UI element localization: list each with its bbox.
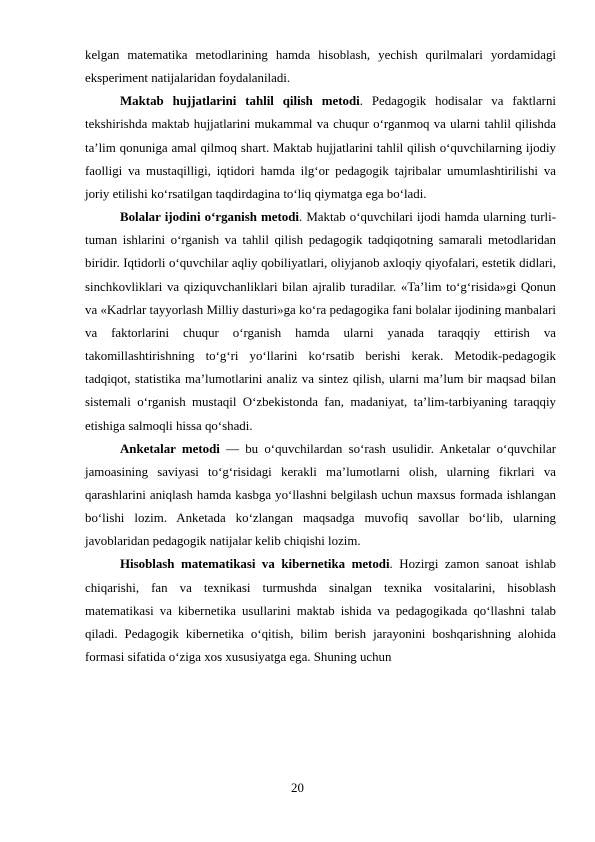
- paragraph-children-creativity: [85, 206, 556, 438]
- paragraph-text: kelgan matematika metodlarining hamda hisoblash, yechish qurilmalari yordamidagi eksperiment natijalaridan foydalaniladi.: [85, 48, 556, 86]
- paragraph-term: Maktab hujjatlarini tahlil qilish metodi: [120, 94, 360, 109]
- paragraph-document-analysis: [85, 90, 556, 206]
- paragraph-questionnaire-method: [85, 438, 556, 554]
- document-page: [85, 44, 556, 669]
- paragraph-text: . Maktab o‘quvchilari ijodi hamda ularning turli-tuman ishlarini o‘rganish va tahlil qilish pedagogik tadqiqotning samarali metodlaridan biridir. Iqtidorli o‘quvchilar aqliy qobiliyatlari, oliyjanob axloqiy qiyofalari, estetik didlari, sinchkovliklari va qiziquvchanliklari bilan ajralib turadilar. «Ta’lim to‘g‘risida»gi Qonun va «Kadrlar tayyorlash Milliy dasturi»ga ko‘ra pedagogika fani bolalar ijodining manbalari va faktorlarini chuqur o‘rganish hamda ularni yanada taraqqiy ettirish va takomillashtirishning to‘g‘ri yo‘llarini ko‘rsatib berishi kerak. Metodik-pedagogik tadqiqot, statistika ma’lumotlarini analiz va sintez qilish, ularni ma’lum bir maqsad bilan sistemali o‘rganish mustaqil O‘zbekistonda fan, madaniyat, ta’lim-tarbiyaning taraqqiy etishiga salmoqli hissa qo‘shadi.: [85, 210, 556, 433]
- paragraph-text: — bu o‘quvchilardan so‘rash usulidir. Anketalar o‘quvchilar jamoasining saviyasi to‘g‘risidagi kerakli ma’lumotlarni olish, ularning fikrlari va qarashlarini aniqlash hamda kasbga yo‘llashni belgilash uchun maxsus formada ishlangan bo‘lishi lozim. Anketada ko‘zlangan maqsadga muvofiq savollar bo‘lib, ularning javoblaridan pedagogik natijalar kelib chiqishi lozim.: [85, 441, 557, 549]
- paragraph-term: Anketalar metodi: [120, 441, 220, 456]
- paragraph-text: . Hozirgi zamon sanoat ishlab chiqarishi, fan va texnikasi turmushda sinalgan texnika vositalarini, hisoblash matematikasi va kibernetika usullarini maktab ishida va pedagogikada qo‘llashni talab qiladi. Pedagogik kibernetika o‘qitish, bilim berish jarayonini boshqarishning alohida formasi sifatida o‘ziga xos xususiyatga ega. Shuning uchun: [85, 557, 557, 665]
- paragraph-term: Hisoblash matematikasi va kibernetika metodi: [120, 557, 390, 572]
- page-number: 20: [291, 781, 304, 795]
- paragraph-continuation: [85, 44, 556, 90]
- paragraph-cybernetics-method: [85, 553, 556, 669]
- paragraph-text: . Pedagogik hodisalar va faktlarni tekshirishda maktab hujjatlarini mukammal va chuqur o‘rganmoq va ularni tahlil qilishda ta’lim qonuniga amal qilmoq shart. Maktab hujjatlarini tahlil qilish o‘quvchilarning ijodiy faolligi va mustaqilligi, iqtidori hamda ilg‘or pedagogik tajribalar umumlashtirilishi va joriy etilishi ko‘rsatilgan taqdirdagina to‘liq qiymatga ega bo‘ladi.: [85, 94, 556, 201]
- paragraph-term: Bolalar ijodini o‘rganish metodi: [120, 210, 299, 225]
